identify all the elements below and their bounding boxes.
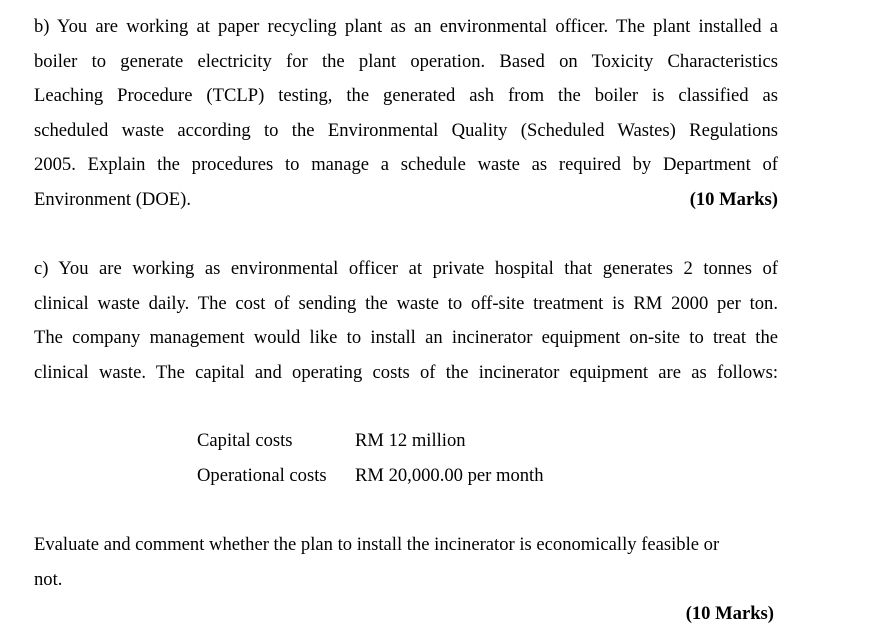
question-c-evaluate-line-1: Evaluate and comment whether the plan to install the incinerator is economically feasible or — [34, 534, 720, 555]
question-b-line-4: scheduled waste according to the Environmental Quality (Scheduled Wastes) Regulations — [34, 119, 778, 141]
cost-label: Operational costs — [197, 464, 327, 486]
question-b — [34, 10, 778, 217]
question-b-line-5: 2005. Explain the procedures to manage a schedule waste as required by Department of — [34, 154, 778, 175]
cost-value: RM 12 million — [355, 430, 466, 452]
question-b-line-3: Leaching Procedure (TCLP) testing, the generated ash from the boiler is classified as — [34, 85, 778, 106]
question-b-marks: (10 Marks) — [689, 188, 778, 210]
question-c-line-3: The company management would like to install an incinerator equipment on-site to treat the — [34, 327, 778, 348]
question-c-line-1: c) You are working as environmental officer at private hospital that generates 2 tonnes of — [34, 258, 778, 279]
question-c — [34, 252, 778, 390]
cost-row-capital — [197, 424, 544, 459]
question-c-line-4: clinical waste. The capital and operating costs of the incinerator equipment are as follows: — [34, 361, 778, 383]
question-c-evaluate — [34, 528, 778, 597]
question-b-line-6: Environment (DOE). — [34, 188, 191, 210]
question-b-line-1: b) You are working at paper recycling plant as an environmental officer. The plant installed a — [34, 16, 778, 37]
incinerator-cost-table — [197, 424, 544, 493]
question-b-line-2: boiler to generate electricity for the plant operation. Based on Toxicity Characteristics — [34, 50, 778, 72]
cost-value: RM 20,000.00 per month — [355, 464, 544, 486]
cost-row-operational — [197, 459, 544, 494]
cost-label: Capital costs — [197, 430, 293, 452]
question-b-last-line — [34, 183, 778, 218]
question-c-marks: (10 Marks) — [685, 603, 774, 624]
question-c-evaluate-line-2: not. — [34, 568, 63, 590]
question-c-line-2: clinical waste daily. The cost of sending the waste to off-site treatment is RM 2000 per ton. — [34, 292, 778, 314]
